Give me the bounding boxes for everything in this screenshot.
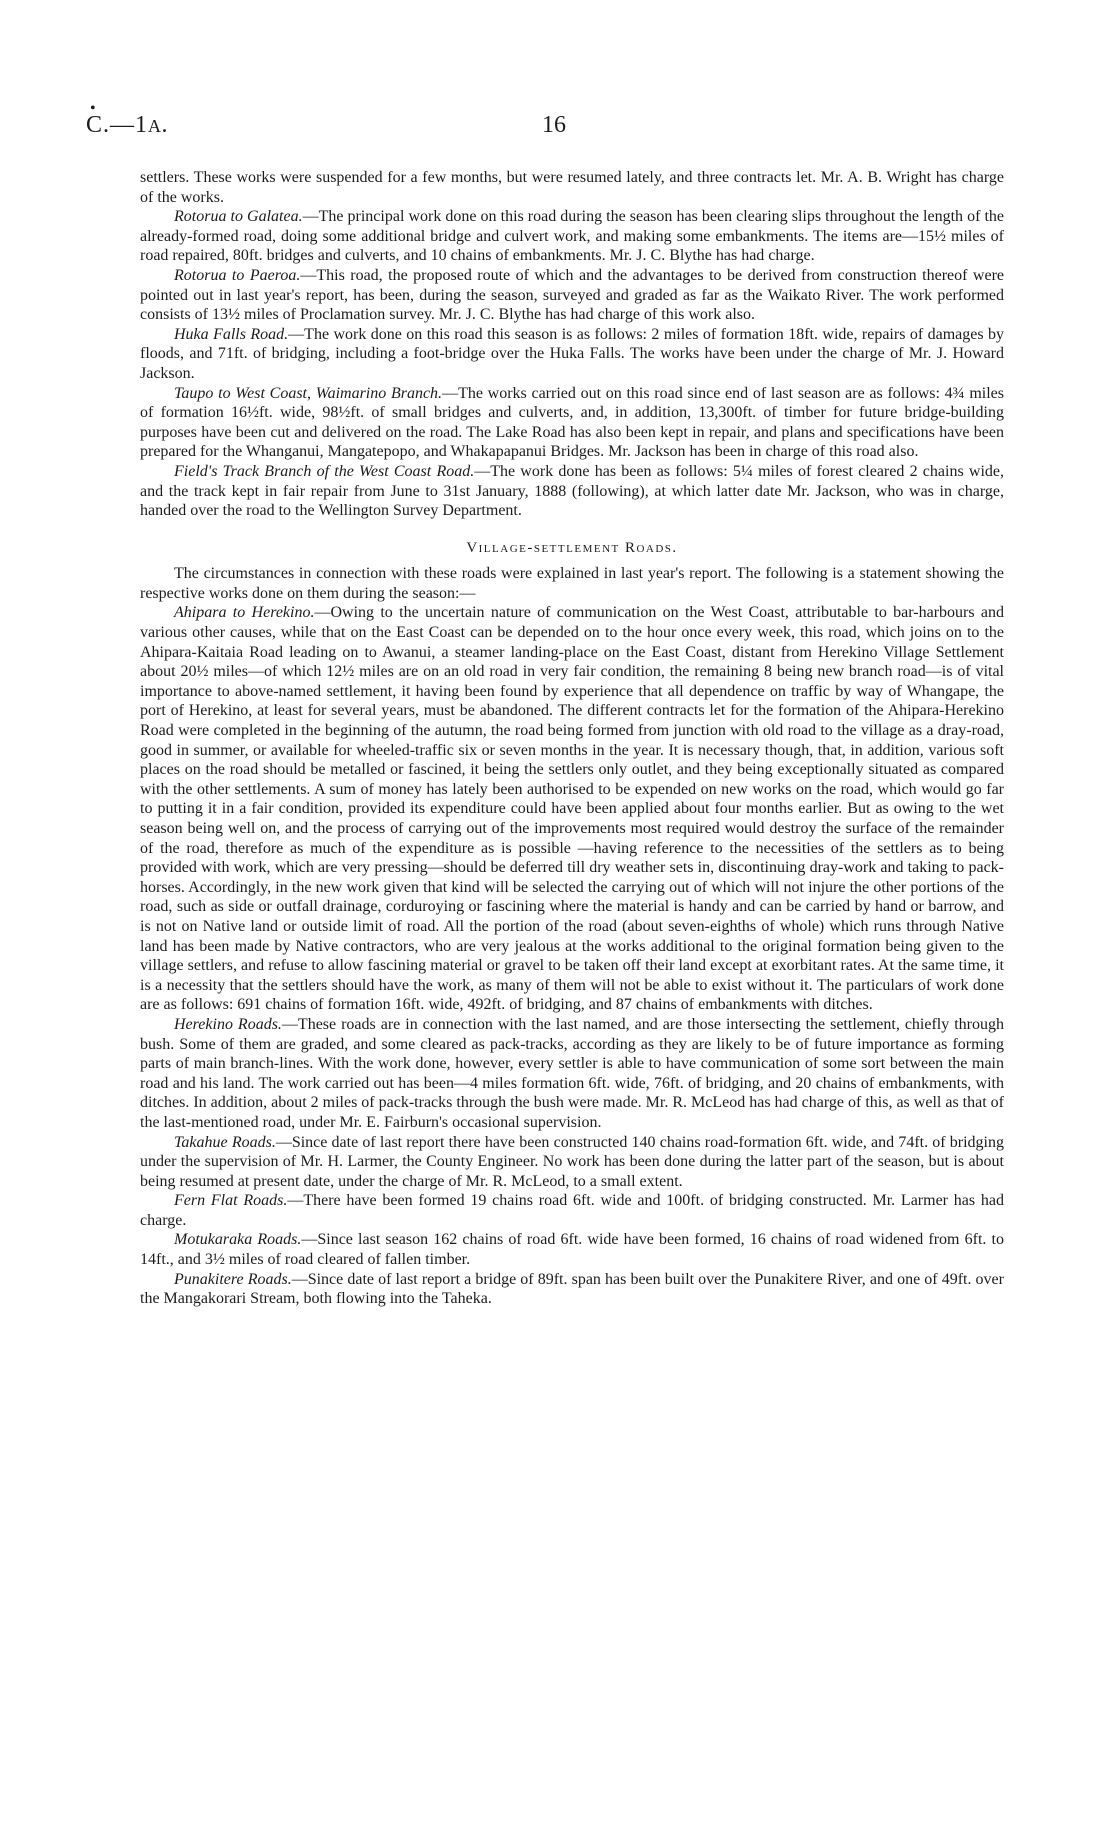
paragraph: Takahue Roads.—Since date of last report there have been constructed 140 chains road-formation 6ft. wide, and 74ft. of bridging under the supervision of Mr. H. Larmer, the County Engineer. No work has been done during the latter part of the season, but is about being resumed at present date, under the charge of Mr. R. McLeod, to a small extent. (140, 1133, 1004, 1190)
paragraph: Taupo to West Coast, Waimarino Branch.—The works carried out on this road since end of last season are as follows: 4¾ miles of formation 16½ft. wide, 98½ft. of small bridges and culverts, and, in addition, 13,300ft. of timber for future bridge-building purposes have been cut and delivered on the road. The Lake Road has also been kept in repair, and plans and specifications have been prepared for the Whanganui, Mangatepopo, and Whakapapanui Bridges. Mr. Jackson has been in charge of this road also. (140, 384, 1005, 461)
paragraph-title: Takahue Roads. (174, 1133, 276, 1151)
paragraph: Rotorua to Paeroa.—This road, the proposed route of which and the advantages to be derived from construction thereof were pointed out in last year's report, has been, during the season, surveyed and graded as far as the Waikato River. The work performed consists of 13½ miles of Proclamation survey. Mr. J. C. Blythe has had charge of this work also. (140, 266, 1005, 324)
paragraph-title: Ahipara to Herekino. (174, 604, 315, 622)
document-reference: C.—1A. (86, 112, 169, 138)
paragraph: Punakitere Roads.—Since date of last report a bridge of 89ft. span has been built over the Punakitere River, and one of 49ft. over the Mangakorari Stream, both flowing into the Taheka. (140, 1270, 1004, 1308)
paragraph: settlers. These works were suspended for a few months, but were resumed lately, and three contracts let. Mr. A. B. Wright has charge of the works. (140, 169, 1004, 206)
paragraph-title: Herekino Roads. (174, 1015, 282, 1033)
paragraph-group (140, 168, 1004, 521)
paragraph-title: Taupo to West Coast, Waimarino Branch. (174, 384, 443, 402)
paragraph-title: Huka Falls Road. (174, 325, 289, 343)
paragraph-title: Punakitere Roads. (174, 1270, 292, 1288)
paragraph: Motukaraka Roads.—Since last season 162 chains of road 6ft. wide have been formed, 16 chains of road widened from 6ft. to 14ft., and 3½ miles of road cleared of fallen timber. (140, 1231, 1004, 1269)
paragraph: Fern Flat Roads.—There have been formed 19 chains road 6ft. wide and 100ft. of bridging constructed. Mr. Larmer has had charge. (140, 1192, 1004, 1229)
paragraph: The circumstances in connection with these roads were explained in last year's report. The following is a statement showing the respective works done on them during the season:— (140, 565, 1004, 602)
paragraph: Huka Falls Road.—The work done on this road this season is as follows: 2 miles of formation 18ft. wide, repairs of damages by floods, and 71ft. of bridging, including a foot-bridge over the Huka Falls. The works have been under the charge of Mr. J. Howard Jackson. (140, 325, 1005, 382)
bullet-mark: • (90, 100, 96, 117)
paragraph: Field's Track Branch of the West Coast Road.—The work done has been as follows: 5¼ miles of forest cleared 2 chains wide, and the track kept in fair repair from June to 31st January, 1888 (following), at which latter date Mr. Jackson, who was in charge, handed over the road to the Wellington Survey Department. (140, 462, 1004, 520)
paragraph-title: Rotorua to Galatea. (174, 208, 303, 226)
page-number: 16 (542, 112, 566, 138)
paragraph-title: Motukaraka Roads. (174, 1231, 302, 1249)
paragraph: Rotorua to Galatea.—The principal work done on this road during the season has been clearing slips throughout the length of the already-formed road, doing some additional bridge and culvert work, and making some embankments. The items are—15½ miles of road repaired, 80ft. bridges and culverts, and 10 chains of embankments. Mr. J. C. Blythe has had charge. (140, 208, 1005, 265)
section-heading: Village-settlement Roads. (466, 539, 678, 556)
section-paragraph-group (140, 564, 1004, 1309)
paragraph-title: Rotorua to Paeroa. (174, 266, 301, 284)
paragraph-title: Fern Flat Roads. (174, 1192, 288, 1210)
page-body (140, 168, 1004, 1309)
paragraph: Ahipara to Herekino.—Owing to the uncertain nature of communication on the West Coast, attributable to bar-harbours and various other causes, while that on the East Coast can be depended on to the hour once every week, this road, which joins on to the Ahipara-Kaitaia Road leading on to Awanui, a steamer landing-place on the East Coast, distant from Herekino Village Settlement about 20½ miles—of which 12½ miles are on an old road in very fair condition, the remaining 8 being new branch road—is of vital importance to above-named settlement, it having been found by experience that all dependence on traffic by way of Whangape, the port of Herekino, at least for several years, must be abandoned. The different contracts let for the formation of the Ahipara-Herekino Road were completed in the beginning of the autumn, the road being formed from junction with old road to the village as a dray-road, good in summer, or available for wheeled-traffic six or seven months in the year. It is necessary though, that, in addition, various soft places on the road should be metalled or fascined, it being the settlers only outlet, and they being exceptionally situated as compared with the other settlements. A sum of money has lately been authorised to be expended on new works on the road, which would go far to putting it in a fair condition, provided its expenditure could have been applied about four months earlier. But as owing to the wet season being well on, and the process of carrying out of the improvements most required would destroy the surface of the remainder of the road, therefore as much of the expenditure as is possible —having reference to the necessities of the settlers as to being provided with work, which are very pressing—should be deferred till dry weather sets in, discontinuing dray-work and taking to pack-horses. Accordingly, in the new work given that kind will be selected the carrying out of which will not injure the other portions of the road, such as side or outfall drainage, corduroying or fascining where the material is handy and can be carried by hand or barrow, and is not on Native land or outside limit of road. All the portion of the road (about seven-eighths of whole) which runs through Native land has been made by Native contractors, who are very jealous at the works additional to the original formation being given to the village settlers, and refuse to allow fascining material or gravel to be taken off their land except at exorbitant rates. At the same time, it is a necessity that the settlers should have the work, as many of them will not be able to exist without it. The particulars of work done are as follows: 691 chains of formation 16ft. wide, 492ft. of bridging, and 87 chains of embankments with ditches. (140, 604, 1005, 1014)
paragraph-title: Field's Track Branch of the West Coast Road. (174, 462, 475, 480)
page-header (86, 100, 1000, 146)
paragraph: Herekino Roads.—These roads are in connection with the last named, and are those intersecting the settlement, chiefly through bush. Some of them are graded, and some cleared as pack-tracks, according as they are likely to be of future importance as forming parts of main branch-lines. With the work done, however, every settler is able to have communication of some sort between the main road and his land. The work carried out has been—4 miles formation 6ft. wide, 76ft. of bridging, and 20 chains of embankments, with ditches. In addition, about 2 miles of pack-tracks through the bush were made. Mr. R. McLeod has had charge of this, as well as that of the last-mentioned road, under Mr. E. Fairburn's occasional supervision. (140, 1015, 1005, 1131)
